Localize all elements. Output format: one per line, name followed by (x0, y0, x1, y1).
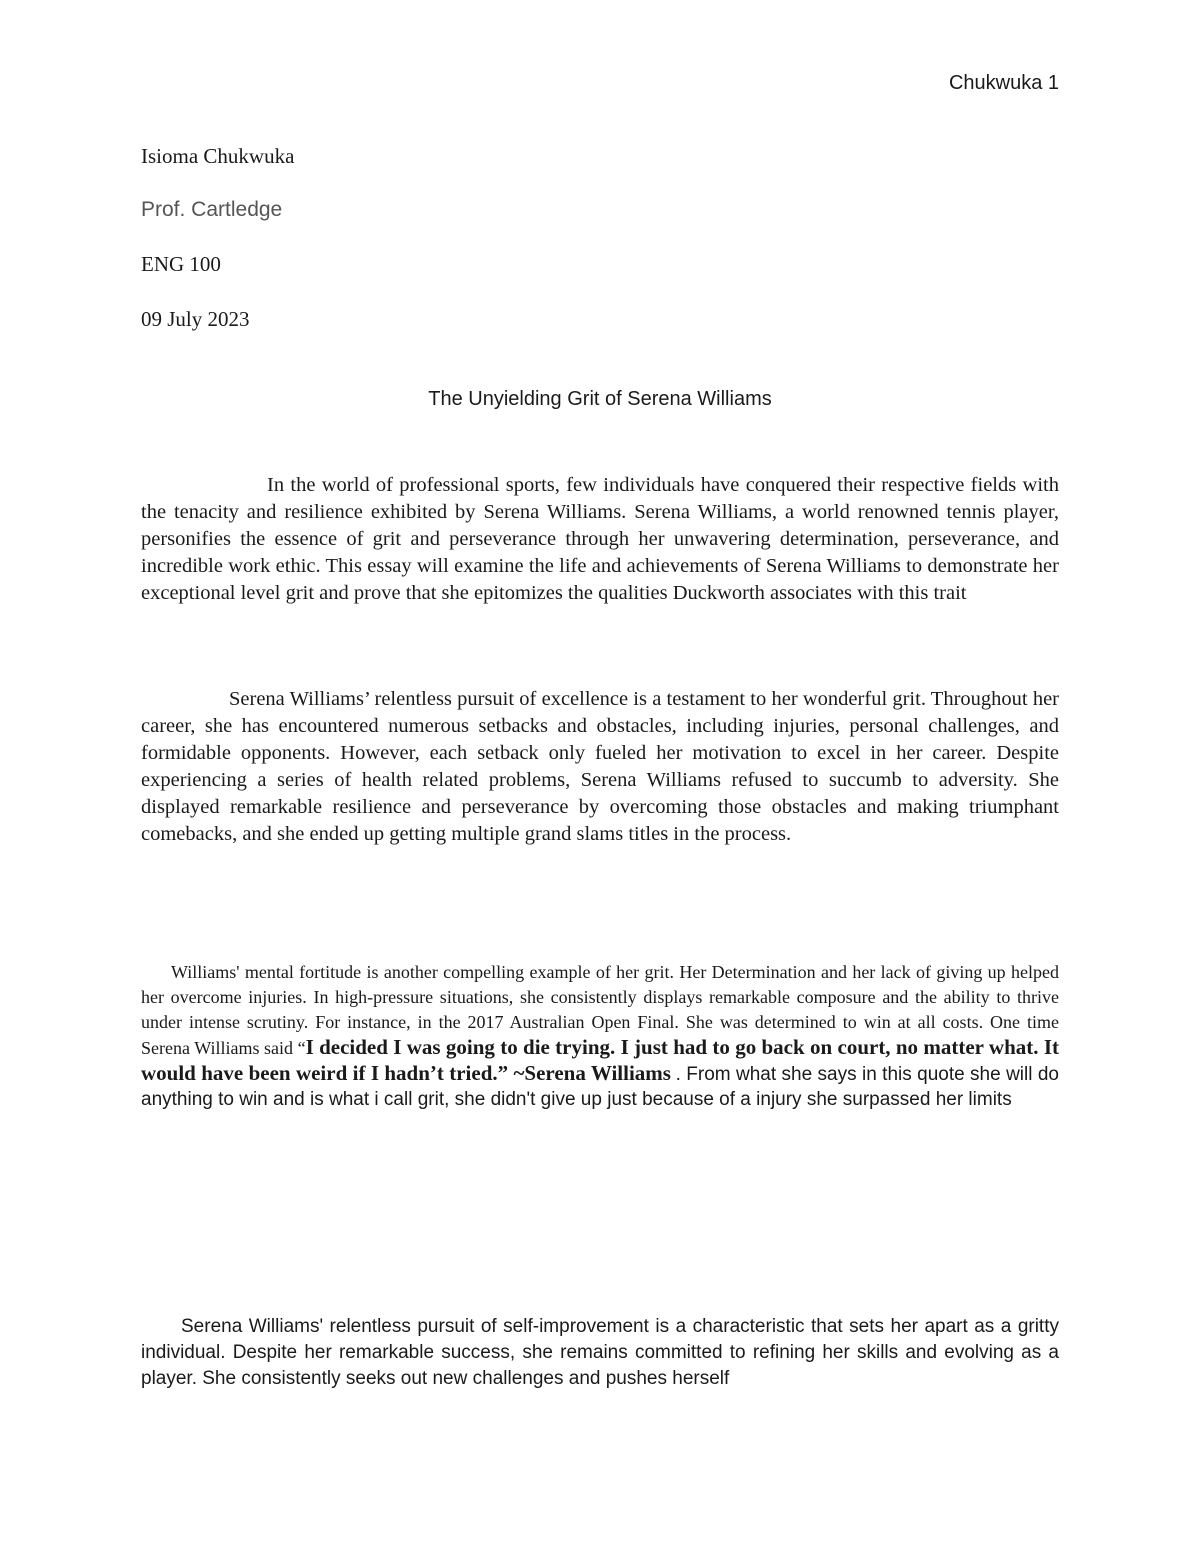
professor-name: Prof. Cartledge (141, 198, 283, 221)
paragraph-3-intro: Williams' mental fortitude is another compelling example of her grit. Her Determination and her lack of giving up helped her overcome injuries. In high-pressure situations, she consistently displays remarkable composure and the ability to thrive under intense scrutiny. For instance, in the 2017 Australian Open Final. She was determined to win at all costs. One time Serena Williams said “ (141, 962, 1059, 1058)
essay-date: 09 July 2023 (141, 307, 250, 331)
paragraph-3-tail: . From what she says in this quote she will do anything to win and is what i call grit, she didn't give up just because of a injury she surpassed her limits (141, 1064, 1059, 1110)
author-name: Isioma Chukwuka (141, 144, 295, 168)
page-header: Chukwuka 1 (948, 72, 1059, 94)
course-code: ENG 100 (141, 252, 221, 276)
paragraph-2: Serena Williams’ relentless pursuit of excellence is a testament to her wonderful grit. Throughout her career, she has encountered numerous setbacks and obstacles, including injuries, personal challenges, and formidable opponents. However, each setback only fueled her motivation to excel in her career. Despite experiencing a series of health related problems, Serena Williams refused to succumb to adversity. She displayed remarkable resilience and perseverance by overcoming those obstacles and making triumphant comebacks, and she ended up getting multiple grand slams titles in the process. (141, 688, 1059, 845)
paragraph-3 (141, 960, 1059, 1112)
essay-title: The Unyielding Grit of Serena Williams (428, 388, 772, 410)
paragraph-1: In the world of professional sports, few individuals have conquered their respective fields with the tenacity and resilience exhibited by Serena Williams. Serena Williams, a world renowned tennis player, personifies the essence of grit and perseverance through her unwavering determination, perseverance, and incredible work ethic. This essay will examine the life and achievements of Serena Williams to demonstrate her exceptional level grit and prove that she epitomizes the qualities Duckworth associates with this trait (141, 474, 1059, 604)
serena-quote: I decided I was going to die trying. I just had to go back on court, no matter what. It would have been weird if I hadn’t tried.” ~Serena Williams (141, 1035, 1059, 1085)
paragraph-4: Serena Williams' relentless pursuit of self-improvement is a characteristic that sets her apart as a gritty individual. Despite her remarkable success, she remains committed to refining her skills and evolving as a player. She consistently seeks out new challenges and pushes herself (141, 1316, 1059, 1389)
